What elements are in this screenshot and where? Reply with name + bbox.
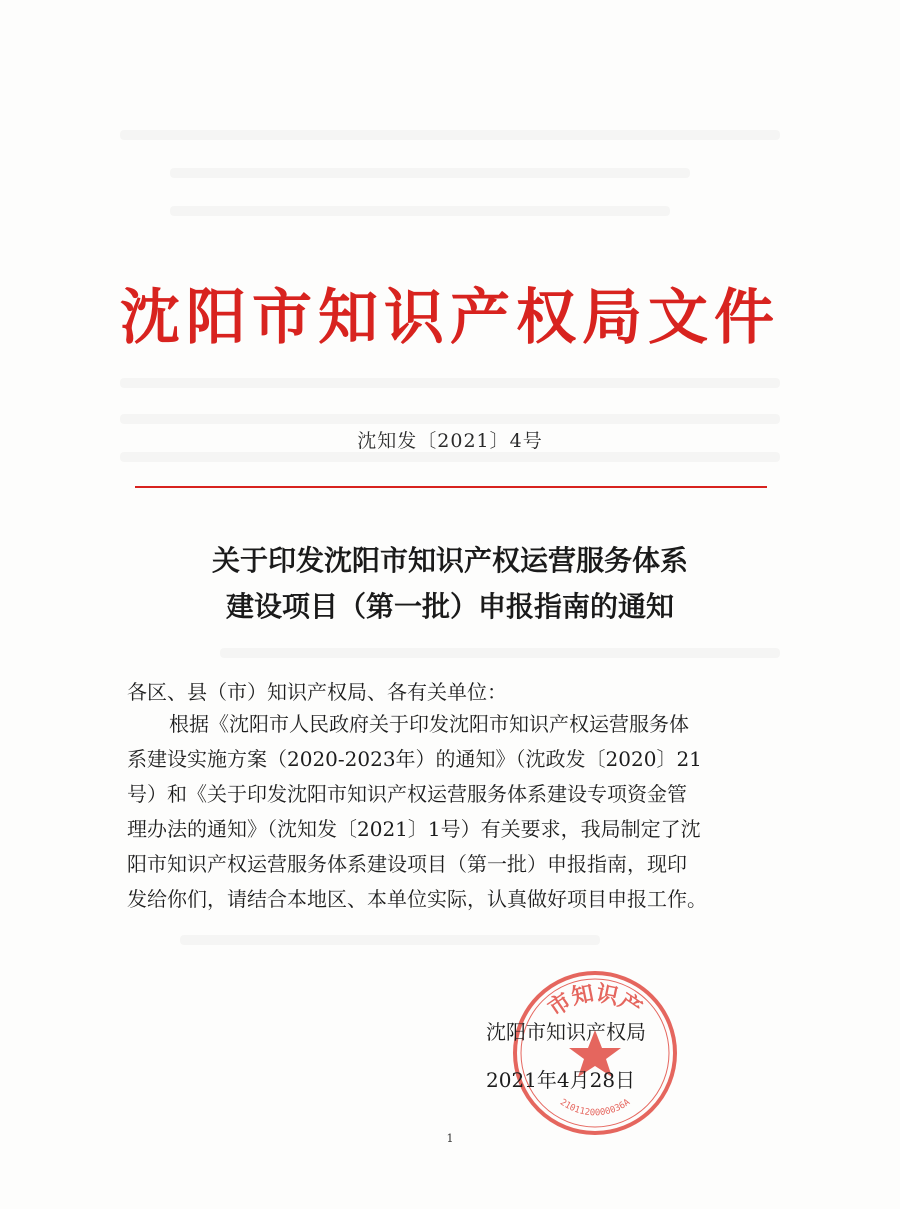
- notice-title: [0, 538, 900, 630]
- body-line: 号）和《关于印发沈阳市知识产权运营服务体系建设专项资金管: [127, 782, 687, 806]
- page-number: 1: [446, 1132, 454, 1145]
- body-line: 系建设实施方案（2020-2023年）的通知》（沈政发〔2020〕21: [127, 747, 702, 771]
- body-line: 阳市知识产权运营服务体系建设项目（第一批）申报指南，现印: [127, 852, 687, 876]
- notice-title-line-2: 建设项目（第一批）申报指南的通知: [225, 590, 674, 623]
- scan-artifact: [180, 935, 600, 945]
- official-seal-icon: [510, 968, 680, 1138]
- scan-artifact: [120, 130, 780, 140]
- issue-date: 2021年4月28日: [486, 1068, 636, 1092]
- scan-artifact: [220, 648, 780, 658]
- salutation: 各区、县（市）知识产权局、各有关单位：: [127, 680, 507, 704]
- scan-artifact: [170, 168, 690, 178]
- scan-artifact: [120, 414, 780, 424]
- issuer-signature: 沈阳市知识产权局: [486, 1020, 646, 1044]
- scan-artifact: [170, 206, 670, 216]
- seal-top-text: 市知识产: [544, 981, 646, 1022]
- notice-title-line-1: 关于印发沈阳市知识产权运营服务体系: [211, 544, 688, 577]
- body-text: [127, 707, 787, 917]
- body-line: 理办法的通知》（沈知发〔2021〕1号）有关要求，我局制定了沈: [127, 817, 701, 841]
- document-number: 沈知发〔2021〕4号: [357, 430, 543, 452]
- masthead-title: 沈阳市知识产权局文件: [120, 283, 780, 353]
- body-line: 发给你们，请结合本地区、本单位实际，认真做好项目申报工作。: [127, 887, 707, 911]
- red-divider-line: [135, 486, 767, 488]
- seal-code-text: 2101120000036A: [557, 1097, 633, 1119]
- scan-artifact: [120, 452, 780, 462]
- body-line: 根据《沈阳市人民政府关于印发沈阳市知识产权运营服务体: [169, 712, 689, 736]
- scan-artifact: [120, 378, 780, 388]
